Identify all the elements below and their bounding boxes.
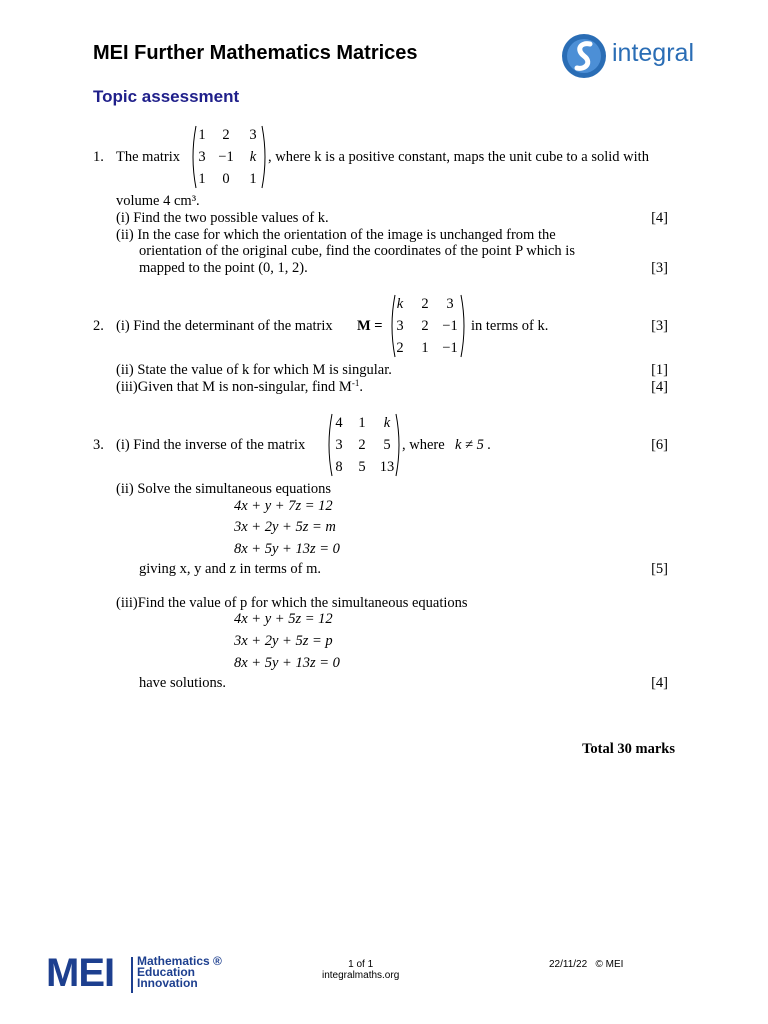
q1-number: 1. — [93, 149, 104, 165]
q3-iii-eq3: 8x + 5y + 13z = 0 — [234, 655, 340, 671]
matrix-cell: 1 — [358, 415, 366, 431]
mei-logo-line1: Mathematics ® — [137, 954, 222, 968]
total-marks: Total 30 marks — [582, 741, 675, 757]
matrix-cell: 2 — [358, 437, 366, 453]
mei-logo-line2: Education — [137, 965, 196, 979]
matrix-cell: k — [396, 296, 404, 312]
matrix-cell: 13 — [379, 459, 395, 475]
q3-part-iii: (iii)Find the value of p for which the simultaneous equations — [116, 595, 468, 611]
matrix-cell: 5 — [383, 437, 391, 453]
matrix-cell: 3 — [335, 437, 343, 453]
integral-logo — [560, 28, 710, 90]
section-subtitle: Topic assessment — [93, 87, 240, 106]
footer-page — [322, 959, 399, 981]
q2-iii-mark: [4] — [651, 379, 668, 395]
q3-ii-giving: giving x, y and z in terms of m. — [139, 561, 322, 577]
q3-iii-mark: [4] — [651, 675, 668, 691]
matrix-cell: k — [249, 149, 257, 165]
footer-site[interactable]: integralmaths.org — [322, 970, 400, 981]
q2-i-mark: [3] — [651, 318, 668, 334]
matrix-cell: 2 — [421, 296, 429, 312]
q3-ii-eq1: 4x + y + 7z = 12 — [234, 498, 333, 514]
matrix-cell: −1 — [442, 340, 458, 356]
matrix-cell: 1 — [198, 127, 206, 143]
matrix-cell: 3 — [198, 149, 206, 165]
q2-M-label: M = — [357, 318, 383, 334]
q2-part-iii-sup: -1 — [351, 378, 360, 388]
q3-matrix — [326, 413, 402, 477]
q3-part-i-pre: (i) Find the inverse of the matrix — [116, 437, 306, 453]
mei-logo-letters: MEI — [46, 951, 115, 995]
mei-logo — [46, 951, 236, 997]
q2-part-i-post: in terms of k. — [471, 318, 549, 334]
matrix-cell: 1 — [198, 171, 206, 187]
q2-matrix — [389, 294, 467, 358]
matrix-cell: 3 — [446, 296, 454, 312]
matrix-cell: k — [383, 415, 391, 431]
q3-iii-eq2: 3x + 2y + 5z = p — [234, 633, 333, 649]
document-title: MEI Further Mathematics Matrices — [93, 42, 418, 64]
matrix-cell: −1 — [442, 318, 458, 334]
integral-s-logo-icon — [560, 32, 608, 80]
q3-ii-mark: [5] — [651, 561, 668, 577]
q2-part-ii: (ii) State the value of k for which M is singular. — [116, 362, 392, 378]
footer-date — [549, 959, 623, 970]
q1-volume: volume 4 cm³. — [116, 193, 200, 209]
matrix-cell: 1 — [421, 340, 429, 356]
q3-iii-eq1: 4x + y + 5z = 12 — [234, 611, 333, 627]
q2-part-iii — [116, 379, 363, 396]
matrix-cell: 0 — [222, 171, 230, 187]
footer-date-text: 22/11/22 — [549, 959, 588, 970]
footer-page-number: 1 of 1 — [348, 959, 374, 970]
q1-ii-mark: [3] — [651, 260, 668, 276]
q2-part-i-pre: (i) Find the determinant of the matrix — [116, 318, 333, 334]
matrix-cell: 1 — [249, 171, 257, 187]
q3-part-i-post: , where — [402, 437, 445, 453]
matrix-cell: −1 — [218, 149, 234, 165]
q2-number: 2. — [93, 318, 104, 334]
q3-ii-eq3: 8x + 5y + 13z = 0 — [234, 541, 340, 557]
q2-part-iii-end: . — [359, 379, 363, 395]
q2-ii-mark: [1] — [651, 362, 668, 378]
matrix-cell: 3 — [249, 127, 257, 143]
q3-ii-eq2: 3x + 2y + 5z = m — [234, 519, 336, 535]
integral-logo-text: integral — [612, 39, 694, 67]
q2-part-iii-text: (iii)Given that M is non-singular, find M — [116, 379, 352, 395]
mei-logo-line3: Innovation — [137, 976, 198, 990]
matrix-cell: 3 — [396, 318, 404, 334]
q3-number: 3. — [93, 437, 104, 453]
matrix-cell: 2 — [222, 127, 230, 143]
matrix-cell: 5 — [358, 459, 366, 475]
footer-copyright: © MEI — [595, 959, 624, 970]
q3-part-ii: (ii) Solve the simultaneous equations — [116, 481, 332, 497]
q1-part-i: (i) Find the two possible values of k. — [116, 210, 329, 226]
q1-part-ii-line1: (ii) In the case for which the orientation of the image is unchanged from the — [116, 227, 556, 243]
q3-iii-have: have solutions. — [139, 675, 226, 691]
matrix-cell: 2 — [396, 340, 404, 356]
matrix-cell: 4 — [335, 415, 343, 431]
q3-i-mark: [6] — [651, 437, 668, 453]
q1-part-ii-line3: mapped to the point (0, 1, 2). — [139, 260, 308, 276]
q1-part-ii-line2: orientation of the original cube, find the coordinates of the point P which is — [139, 243, 575, 259]
q1-matrix — [190, 125, 268, 189]
matrix-cell: 2 — [421, 318, 429, 334]
mei-logo-divider — [131, 957, 133, 993]
matrix-cell: 8 — [335, 459, 343, 475]
right-paren — [461, 295, 464, 357]
q1-i-mark: [4] — [651, 210, 668, 226]
mei-logo-text — [137, 956, 222, 989]
q1-post: , where k is a positive constant, maps the unit cube to a solid with — [268, 149, 649, 165]
q1-pre: The matrix — [116, 149, 181, 165]
q3-condition: k ≠ 5 . — [455, 437, 492, 453]
